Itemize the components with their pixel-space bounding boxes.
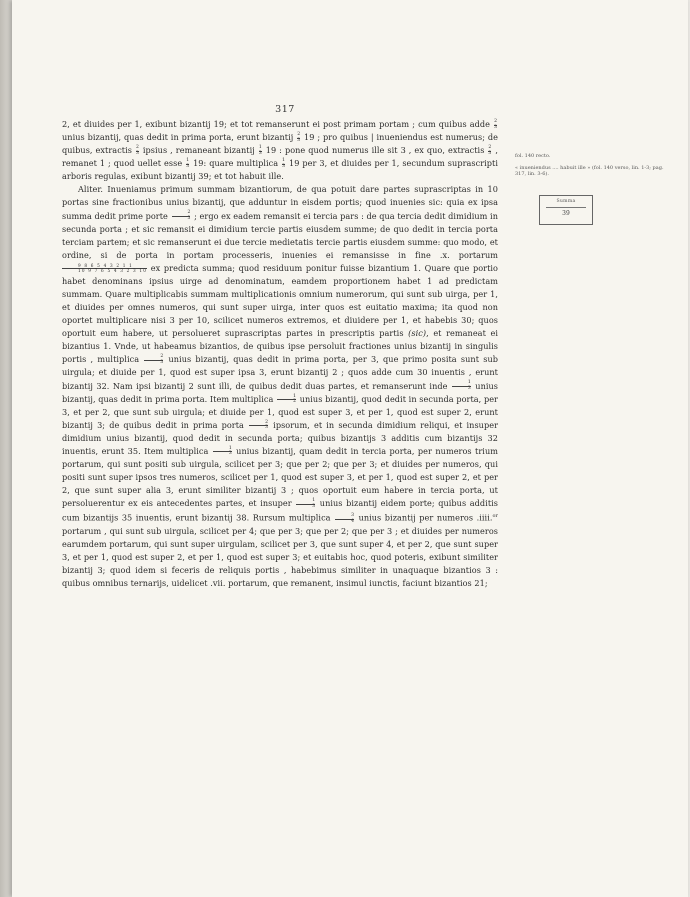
fraction: $\frac{2}{3}$: [494, 118, 497, 130]
fraction: $\frac{1}{2}$: [277, 395, 296, 405]
fraction: $\frac{2}{3}$: [135, 145, 139, 156]
summa-divider: [546, 207, 586, 208]
body-text: [62, 118, 498, 591]
fraction: $\frac{1}{3}$: [282, 158, 286, 169]
fraction: $\frac{3}{4}$: [335, 514, 354, 524]
book-gutter: [0, 0, 12, 897]
fraction: $\frac{1}{3}$: [452, 381, 471, 391]
summa-box: [539, 195, 593, 225]
fraction: $\frac{1}{3}$: [258, 145, 262, 156]
fraction: $\frac{2}{3}$: [488, 145, 492, 156]
paragraph-2: Aliter. Inueniamus primum summam bizantiorum, de qua potuit dare partes suprascriptas in 10 portas sine fractionibus unius bizantij, que adduntur in eisdem portis; quod inuenies sic: quia ex ipsa summa dedit prime porte $\frac{2}{3}$ ; ergo ex eadem remansit ei tercia pars : de qua tercia dedit dimidium in secunda porta ; et sic remansit ei dimidium tercie partis eiusdem summe; de quo dedit in tercia porta terciam partem; et sic remanserunt ei due tercie medietatis tercie partis eiusdem summe: quo modo, et ordine, si de porta in portam processeris, inuenies ei remansisse in fine .x. portarum $\frac{9 8 6 5 4 3 2 1 1}{10 9 7 6 5 4 3 2 3 10}$ ex predicta summa; quod residuum ponitur fuisse bizantium 1. Quare que portio habet denominans ipsius uirge ad denominatum, eamdem proportionem habet 1 ad predictam summam. Quare multiplicabis summam multiplicationis omnium numerorum, qui sunt sub uirga, per 1, et diuides per omnes numeros, qui sunt super uirga, inter quos est euitatio maxima; ita quod non oportet multiplicare nisi 3 per 10, scilicet numeros extremos, et diuidere per 1, et habebis 30; quos oportuit eum habere, ut persolueret suprascriptas partes in prescriptis partis (sic), et remaneat ei bizantius 1. Vnde, ut habeamus bizantios, de quibus ipse persoluit fractiones unius bizantij in singulis portis , multiplica $\frac{2}{3}$ unius bizantij, quas dedit in prima porta, per 3, que primo posita sunt sub uirgula; et diuide per 1, quod est super ipsa 3, erunt bizantij 2 ; quos adde cum 30 inuentis , erunt bizantij 32. Nam ipsi bizantij 2 sunt illi, de quibus dedit duas partes, et remanserunt inde $\frac{1}{3}$ unius bizantij, quas dedit in prima porta. Item multiplica $\frac{1}{2}$ unius bizantij, quod dedit in secunda porta, per 3, et per 2, que sunt sub uirgula; et diuide per 1, quod est super 3, et per 1, quod est super 2, erunt bizantij 3; de quibus dedit in prima porta $\frac{2}{3}$ ipsorum, et in secunda dimidium reliqui, et insuper dimidium unius bizantij, quod dedit in secunda porta; quibus bizantijs 3 additis cum bizantijs 32 inuentis, erunt 35. Item multiplica $\frac{1}{3}$ unius bizantij, quam dedit in tercia porta, per numeros trium portarum, qui sunt positi sub uirgula, scilicet per 3; que per 2; que per 3; et diuides per numeros, qui positi sunt super ipsos tres numeros, scilicet per 1, quod est super 3, et per 1, quod est super 2, et per 2, que sunt super alia 3, erunt similiter bizantij 3 ; quos oportuit eum habere in tercia porta, ut persoluerentur ex eis antecedentes partes, et insuper $\frac{1}{3}$ unius bizantij eidem porte; quibus additis cum bizantijs 35 inuentis, erunt bizantij 38. Rursum multiplica $\frac{3}{4}$ unius bizantij per numeros .iiii.$^{or}$ portarum , qui sunt sub uirgula, scilicet per 4; que per 3; que per 2; que per 3 ; et diuides per numeros earumdem portarum, qui sunt super uirgulam, scilicet per 3, que sunt super 4, et per 2, que sunt super 3, et per 1, quod est super 2, et per 1, quod est super 3; et euitabis hoc, quod poteris, exibunt similiter bizantij 3; quod idem si feceris de reliquis portis , habebimus similiter in unaquaque bizantios 3 : quibus omnibus ternarijs, uidelicet .vii. portarum, que remanent, insimul iunctis, faciunt bizantios 21;: [62, 184, 499, 589]
fraction: $\frac{1}{3}$: [186, 158, 190, 169]
margin-note-reference: « inueniendus .... habuit ille » (fol. 140 verso, lin. 1-3; pag. 317, lin. 3-6).: [515, 165, 664, 178]
fraction: $\frac{2}{3}$: [144, 355, 163, 365]
fraction: $\frac{1}{3}$: [296, 499, 315, 509]
summa-label: Summa: [556, 199, 576, 204]
fraction: $\frac{2}{3}$: [297, 131, 301, 143]
fraction-sequence: $\frac{9 8 6 5 4 3 2 1 1}{10 9 7 6 5 4 3 2 3 10}$: [62, 264, 147, 274]
page-number: 317: [275, 104, 295, 115]
paragraph-1: 2, et diuides per 1, exibunt bizantij 19; et tot remanserunt ei post primam portam ; cum quibus adde $\frac{2}{3}$ unius bizantij, quas dedit in prima porta, erunt bizantij $\frac{2}{3}$ 19 ; pro quibus | inueniendus est numerus; de quibus, extractis $\frac{2}{3}$ ipsius , remaneant bizantij $\frac{1}{3}$ 19 : pone quod numerus ille sit 3 , ex quo, extractis $\frac{2}{3}$ , remanet 1 ; quod uellet esse $\frac{1}{3}$ 19: quare multiplica $\frac{1}{3}$ 19 per 3, et diuides per 1, secundum suprascripti arboris regulas, exibunt bizantij 39; et tot habuit ille.: [62, 118, 499, 182]
document-page: [12, 0, 688, 897]
fraction: $\frac{1}{3}$: [213, 447, 232, 457]
fraction: $\frac{2}{3}$: [249, 421, 268, 431]
fraction: $\frac{2}{3}$: [172, 211, 191, 221]
margin-note-folio: fol. 140 recto.: [515, 153, 551, 159]
summa-value: 39: [562, 210, 570, 217]
